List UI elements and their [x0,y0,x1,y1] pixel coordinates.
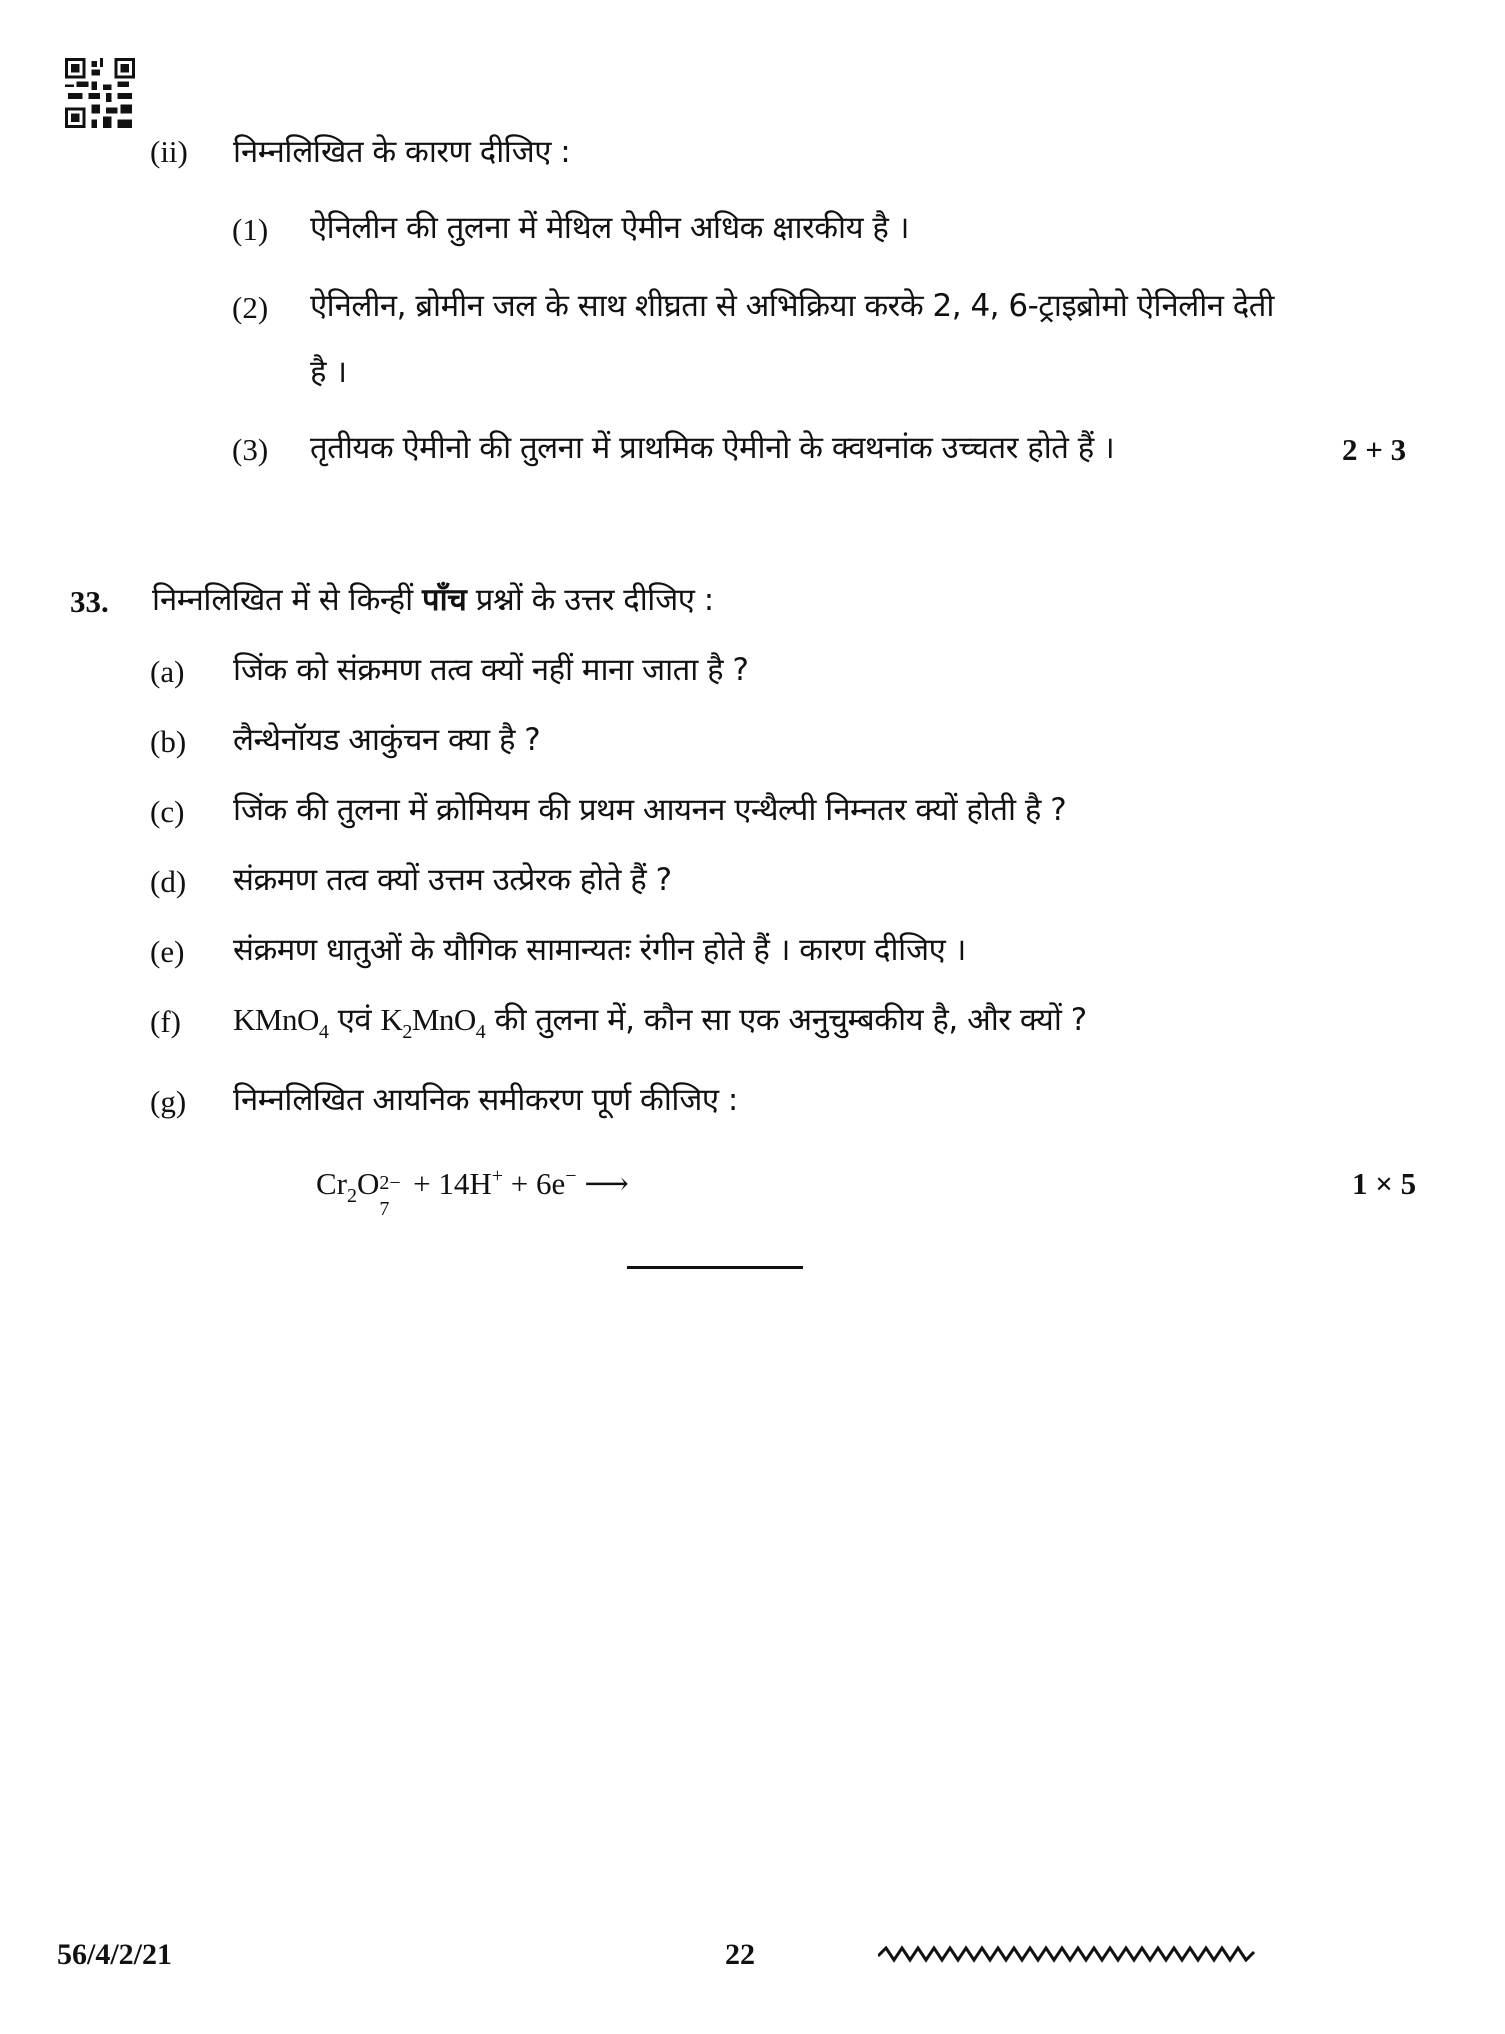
item-text: जिंक की तुलना में क्रोमियम की प्रथम आयनन एन्थैल्पी निम्नतर क्यों होती है ? [233,792,1067,828]
item-label: (b) [150,724,187,759]
item-text-rest: की तुलना में, कौन सा एक अनुचुम्बकीय है, और क्यों ? [494,1002,1087,1038]
formula-subscript: 7 [379,1198,390,1220]
item-label: (c) [150,794,185,829]
item-label: (1) [232,212,269,247]
formula-subscript: 2 [402,1021,412,1043]
item-text: जिंक को संक्रमण तत्व क्यों नहीं माना जाता है ? [233,652,749,688]
formula-text: Cr [316,1166,347,1201]
item-text [233,1000,1087,1043]
conjunction: एवं [337,1002,372,1038]
charge-and-subscript [379,1172,405,1220]
item-text-continued: है । [310,354,347,390]
wavy-line-decoration [878,1938,1258,1973]
formula-text: + 14H [413,1166,492,1201]
item-text: संक्रमण तत्व क्यों उत्तम उत्प्रेरक होते हैं ? [233,862,672,898]
item-label: (f) [150,1004,181,1039]
item-text: तृतीयक ऐमीनो की तुलना में प्राथमिक ऐमीनो के क्वथनांक उच्चतर होते हैं । [310,430,1115,466]
formula-text: KMnO [233,1002,319,1037]
paper-code: 56/4/2/21 [57,1938,173,1971]
ionic-equation [316,1164,629,1220]
formula-superscript: 2− [379,1172,401,1194]
qr-code [64,58,136,128]
formula-subscript: 4 [318,1021,329,1043]
formula-k2mno4 [380,1002,486,1043]
item-text: ऐनिलीन की तुलना में मेथिल ऐमीन अधिक क्षारकीय है । [310,210,909,246]
item-label: (a) [150,654,185,689]
item-text: निम्नलिखित आयनिक समीकरण पूर्ण कीजिए : [233,1082,738,1118]
instruction-emphasis: पाँच [422,582,467,618]
formula-text: + 6e [510,1166,566,1201]
formula-text: K [380,1002,403,1037]
item-label: (3) [232,432,269,467]
subquestion-instruction: निम्नलिखित के कारण दीजिए : [233,134,571,170]
formula-kmno4 [233,1002,329,1043]
item-label: (d) [150,864,187,899]
question-number: 33. [70,584,109,619]
item-text: संक्रमण धातुओं के यौगिक सामान्यतः रंगीन होते हैं । कारण दीजिए । [233,932,966,968]
instruction-text: निम्नलिखित में से किन्हीं [152,582,413,618]
section-end-rule [627,1266,803,1269]
item-text: लैन्थेनॉयड आकुंचन क्या है ? [233,722,541,758]
item-label: (g) [150,1084,187,1119]
item-label: (2) [232,290,269,325]
instruction-text: प्रश्नों के उत्तर दीजिए : [475,582,714,618]
page-number: 22 [725,1938,755,1971]
marks-allocation: 1 × 5 [1352,1166,1417,1201]
formula-text: MnO [411,1002,476,1037]
formula-subscript: 4 [475,1021,486,1043]
reaction-arrow-icon: ⟶ [584,1166,629,1201]
marks-allocation: 2 + 3 [1342,432,1407,467]
item-text: ऐनिलीन, ब्रोमीन जल के साथ शीघ्रता से अभिक्रिया करके 2, 4, 6-ट्राइब्रोमो ऐनिलीन देती [310,288,1274,324]
subquestion-label: (ii) [150,134,188,169]
formula-text: O [357,1166,380,1201]
item-label: (e) [150,934,185,969]
formula-subscript: 2 [347,1185,357,1207]
formula-superscript: + [491,1165,504,1187]
formula-superscript: − [565,1165,577,1187]
question-instruction [152,580,714,620]
